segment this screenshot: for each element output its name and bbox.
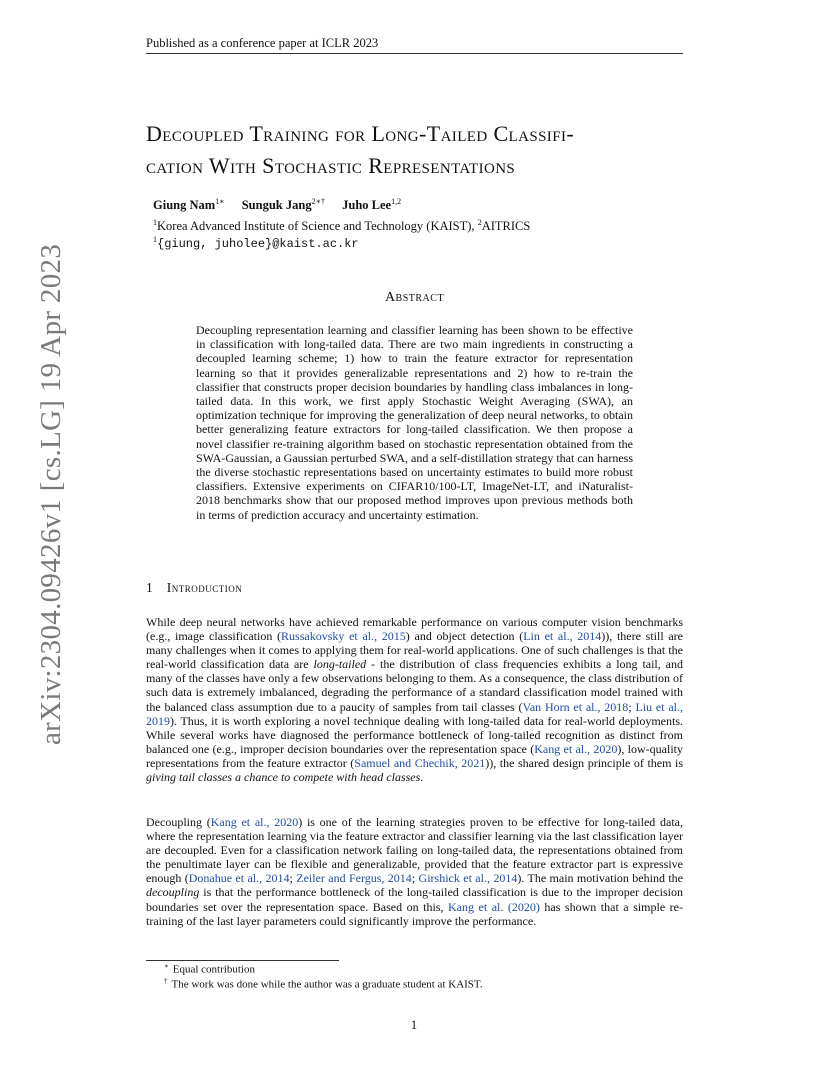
section-number: 1 <box>146 580 153 595</box>
text-run: - the distribution of class frequencies exhibits a long tail, and many of the classes have only a few observations belonging to them. As a consequence, the class distribution of such data is extremely imbalanced, degrading the performance of a standard classification model trained with the balanced class assumption due to a paucity of samples from tail classes ( <box>146 657 683 714</box>
text-run: has shown that a simple re-training of the last layer parameters could significantly improve the performance. <box>146 899 684 928</box>
footnote-mark: † <box>164 977 168 985</box>
footnote-rule <box>146 960 339 961</box>
author-mark: 1,2 <box>391 197 402 206</box>
text-run: ) and object detection ( <box>405 629 524 644</box>
author <box>153 198 225 212</box>
author-mark: 2∗† <box>311 197 326 206</box>
footnote-mark: ∗ <box>164 962 169 970</box>
text-run: is that the performance bottleneck of the long-tailed classification is due to the improper decision boundaries set over the representation space. Based on this, <box>146 885 683 914</box>
affiliations <box>153 218 530 234</box>
affiliation-mark: 2 <box>477 218 482 227</box>
title-line-1: Decoupled Training for Long-Tailed Classifi- <box>146 121 575 146</box>
affiliation-text: Korea Advanced Institute of Science and Technology (KAIST), <box>157 219 478 234</box>
author-name: Giung Nam <box>153 198 216 213</box>
emphasis: long-tailed <box>313 657 367 672</box>
affiliation-mark: 1 <box>153 218 157 227</box>
footnote-text: Equal contribution <box>172 963 255 976</box>
text-run: ; <box>628 699 636 714</box>
affiliation-text: AITRICS <box>481 219 531 234</box>
emphasis: decoupling <box>146 885 200 900</box>
abstract-heading: Abstract <box>384 290 445 305</box>
arxiv-stamp <box>35 243 67 745</box>
author-name: Juho Lee <box>342 198 392 213</box>
section-heading <box>146 580 242 596</box>
text-run: ). The main motivation behind the <box>517 871 683 886</box>
running-header: Published as a conference paper at ICLR 2023 <box>146 36 379 50</box>
emphasis: giving tail classes a chance to compete with head classes <box>146 770 421 785</box>
title-line-2: cation With Stochastic Representations <box>146 153 516 178</box>
citation-link[interactable]: Girshick et al., 2014 <box>418 871 518 886</box>
text-run: )), the shared design principle of them is <box>485 755 684 770</box>
footnote-text: The work was done while the author was a graduate student at KAIST. <box>171 978 483 991</box>
citation-link[interactable]: Zeiler and Fergus, 2014 <box>296 871 412 886</box>
citation-link[interactable]: Kang et al., 2020 <box>534 741 618 756</box>
author <box>242 198 325 212</box>
page-number: 1 <box>410 1018 418 1032</box>
citation-link[interactable]: Lin et al., 2014 <box>523 629 602 644</box>
footnote <box>164 962 255 976</box>
citation-link[interactable]: Liu et al., 2019 <box>146 699 683 728</box>
author <box>342 198 401 212</box>
text-run: ) is one of the learning strategies proven to be effective for long-tailed data, where the representation learning via the feature extractor and classifier learning via the last classification layer are decoupled. Even for a classification network failing on long-tailed data, the representations obtained from the penultimate layer can be flexible and generalizable, provided that the feature extractor part is expressive enough ( <box>146 815 684 886</box>
arxiv-stamp-text: arXiv:2304.09426v1 [cs.LG] 19 Apr 2023 <box>35 243 67 745</box>
text-run: ; <box>289 871 297 886</box>
email-text: {giung, juholee}@kaist.ac.kr <box>157 237 359 252</box>
header-rule <box>146 53 683 54</box>
author-name: Sunguk Jang <box>241 198 312 213</box>
footnote <box>164 977 483 991</box>
text-run: )), there still are many challenges when it comes to applying them for real-world applications. One of such challenges is that the real-world classification data are <box>146 629 683 672</box>
citation-link[interactable]: Van Horn et al., 2018 <box>522 699 629 714</box>
text-run: ). Thus, it is worth exploring a novel technique dealing with long-tailed data for real-world deployments. While several works have diagnosed the performance bottleneck of long-tailed recognition as distinct from balanced one (e.g., improper decision boundaries over the representation space ( <box>146 713 683 756</box>
intro-paragraph-1 <box>146 615 683 784</box>
citation-link[interactable]: Kang et al., 2020 <box>210 815 299 829</box>
text-run: ), low-quality representations from the feature extractor ( <box>146 741 684 770</box>
author-list <box>153 197 415 213</box>
abstract-text: Decoupling representation learning and classifier learning has been shown to be effective in classification with long-tailed data. There are two main ingredients in constructing a decoupled learning scheme; 1) how to train the feature extractor for representation learning so that it provides generalizable representations and 2) how to re-train the classifier that constructs proper decision boundaries by handling class imbalances in long-tailed data. In this work, we first apply Stochastic Weight Averaging (SWA), an optimization technique for improving the generalization of deep neural networks, to obtain better generalizing feature extractors for long-tailed classification. We then propose a novel classifier re-training algorithm based on stochastic representation obtained from the SWA-Gaussian, a Gaussian perturbed SWA, and a self-distillation strategy that can harness the diverse stochastic representations based on uncertainty estimates to build more robust classifiers. Extensive experiments on CIFAR10/100-LT, ImageNet-LT, and iNaturalist-2018 benchmarks show that our proposed method improves upon previous methods both in terms of prediction accuracy and uncertainty estimation. <box>196 323 633 522</box>
citation-link[interactable]: Kang et al. (2020) <box>447 899 540 914</box>
text-run: . <box>420 770 424 785</box>
citation-link[interactable]: Samuel and Chechik, 2021 <box>354 755 486 770</box>
text-run: While deep neural networks have achieved remarkable performance on various computer vision benchmarks (e.g., image classification ( <box>146 615 683 644</box>
section-title: Introduction <box>166 580 243 595</box>
paper-title <box>146 118 706 182</box>
text-run: ; <box>411 871 419 886</box>
email-mark: 1 <box>153 235 157 244</box>
citation-link[interactable]: Donahue et al., 2014 <box>188 871 290 886</box>
intro-paragraph-2 <box>146 815 683 928</box>
author-mark: 1∗ <box>215 197 225 206</box>
text-run: Decoupling ( <box>146 815 211 829</box>
author-emails <box>153 235 359 251</box>
citation-link[interactable]: Russakovsky et al., 2015 <box>281 629 406 644</box>
